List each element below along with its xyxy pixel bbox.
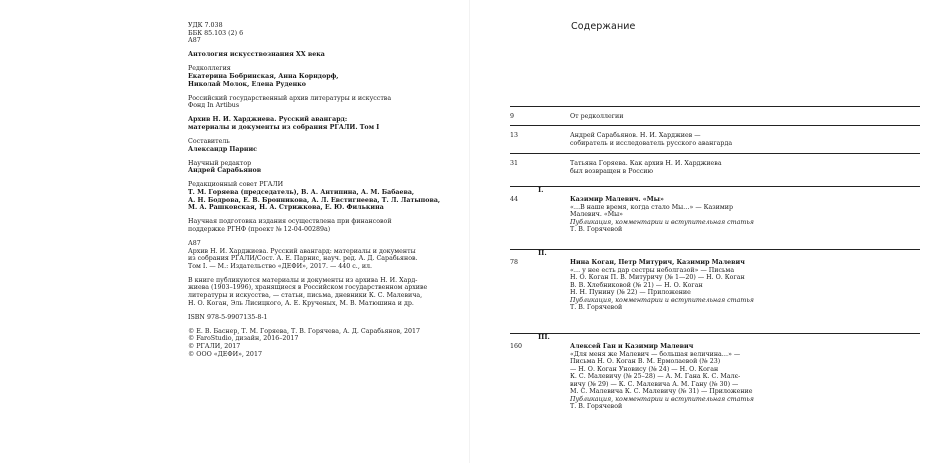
entry-text [570, 113, 800, 121]
toc-entry[interactable] [510, 106, 920, 126]
section-heading: Алексей Ган и Казимир Малевич [570, 343, 694, 350]
council-line-2: А. Н. Бодрова, Е. В. Бронникова, А. Л. Евстигнеева, Т. Л. Латыпова, [188, 196, 441, 204]
entry-page-number: 31 [510, 160, 519, 167]
entry-line: В. В. Хлебниковой (№ 21) — Н. О. Коган [570, 281, 703, 289]
entry-line: — Н. О. Коган Уновису (№ 24) — Н. О. Коган [570, 365, 719, 373]
entry-line: Письма Н. О. Коган В. М. Ермолаевой (№ 23) [570, 358, 721, 365]
archive-block [188, 95, 458, 110]
council-block [188, 181, 458, 211]
series-title: Антология искусствознания XX века [188, 51, 325, 59]
citation-block [188, 240, 458, 270]
section-rule [510, 186, 920, 187]
entry-author: Т. В. Горячевой [570, 403, 623, 410]
editorial-board-names-2: Николай Молок, Елена Руденко [188, 80, 306, 88]
entry-text [570, 160, 800, 175]
abstract-line-3: литературы и искусства, — статьи, письма, дневники К. С. Малевича, [188, 292, 423, 300]
entry-publication-note: Публикация, комментарии и вступительная статья [570, 395, 754, 403]
entry-page-number: 44 [510, 196, 519, 203]
council-line-1: Т. М. Горяева (председатель), В. А. Антипина, А. М. Бабаева, [188, 189, 415, 196]
section-rule [510, 333, 920, 334]
editorial-board-block [188, 65, 458, 88]
sci-editor-name: Андрей Сарабьянов [188, 167, 262, 175]
abstract-line-2: жиева (1903–1996), хранящиеся в Российском государственном архиве [188, 284, 428, 292]
entry-rule [510, 106, 920, 107]
book-title-line-1: Архив Н. И. Харджиева. Русский авангард: [188, 116, 348, 124]
book-title-line-2: материалы и документы из собрания РГАЛИ. Том I [188, 123, 380, 131]
compiler-name: Александр Парнис [188, 145, 257, 153]
support-block [188, 218, 458, 233]
copyright-line-4: © ООО «ДЕФИ», 2017 [188, 350, 262, 358]
fund-name: Фонд In Artibus [188, 102, 240, 110]
entry-author: Т. В. Горячевой [570, 304, 623, 311]
copyright-line-3: © РГАЛИ, 2017 [188, 343, 241, 350]
entry-text [570, 259, 800, 312]
copyright-block [188, 328, 458, 358]
section-number: I. [538, 186, 544, 194]
entry-rule [510, 153, 920, 154]
section-heading: Нина Коган, Петр Митурич, Казимир Малевич [570, 259, 745, 266]
entry-line: К. С. Малевичу (№ 25–28) — А. М. Гана К. С. Малє- [570, 373, 741, 380]
copyright-line-1: © Е. В. Баснер, Т. М. Горяева, Т. В. Горячева, А. Д. Сарабьянов, 2017 [188, 327, 421, 335]
entry-page-number: 160 [510, 343, 523, 350]
toc-section-entry[interactable] [510, 249, 920, 329]
series-block [188, 51, 458, 59]
editorial-board-names-1: Екатерина Бобринская, Анна Корндорф, [188, 72, 339, 80]
entry-author: Т. В. Горячевой [570, 226, 623, 233]
isbn: ISBN 978-5-9907135-8-1 [188, 313, 268, 321]
compiler-block [188, 138, 458, 153]
entry-line: Андрей Сарабьянов. Н. И. Харджиев — [570, 132, 701, 139]
abstract-line-1: В книге публикуются материалы и документы из архива Н. И. Хард- [188, 276, 418, 284]
entry-publication-note: Публикация, комментарии и вступительная статья [570, 218, 754, 226]
entry-line: «…В наше время, когда стало Мы…» — Казимир [570, 203, 733, 211]
toc-section-entry[interactable] [510, 186, 920, 244]
entry-page-number: 78 [510, 259, 519, 266]
entry-line: Малевич. «Мы» [570, 211, 624, 218]
entry-line: был возвращен в Россию [570, 167, 653, 175]
entry-line: Татьяна Горяева. Как архив Н. И. Харджиева [570, 160, 722, 167]
compiler-label: Составитель [188, 138, 230, 146]
citation-mark: А87 [188, 239, 201, 247]
toc-entry[interactable] [510, 153, 920, 183]
entry-line: От редколлегии [570, 113, 624, 120]
entry-page-number: 9 [510, 113, 515, 120]
toc-section-entry[interactable] [510, 333, 920, 443]
copyright-line-2: © FaroStudio, дизайн, 2016–2017 [188, 335, 299, 343]
entry-line: Н. О. Коган П. В. Митуричу (№ 1—20) — Н. О. Коган [570, 274, 745, 281]
citation-line-3: Том I. — М.: Издательство «ДЕФИ», 2017. — 440 с., ил. [188, 262, 373, 270]
entry-text [570, 343, 800, 411]
abstract-line-4: Н. О. Коган, Эль Лисицкого, А. Е. Крученых, М. В. Матюшина и др. [188, 299, 414, 307]
entry-text [570, 132, 800, 147]
editorial-board-label: Редколлегия [188, 65, 231, 73]
author-mark: А87 [188, 37, 201, 45]
section-number: III. [538, 333, 550, 341]
toc-entry[interactable] [510, 125, 920, 151]
entry-publication-note: Публикация, комментарии и вступительная статья [570, 296, 754, 304]
entry-text [570, 196, 800, 234]
isbn-block [188, 314, 458, 322]
archive-name: Российский государственный архив литературы и искусства [188, 94, 392, 102]
sci-editor-block [188, 160, 458, 175]
entry-line: М. С. Малевича К. С. Малевичу (№ 31) — Приложение [570, 388, 753, 395]
sci-editor-label: Научный редактор [188, 159, 252, 167]
abstract-block [188, 277, 458, 307]
citation-line-1: Архив Н. И. Харджиева. Русский авангард: материалы и документы [188, 247, 416, 255]
imprint-block [188, 22, 458, 365]
book-title-block [188, 116, 458, 131]
entry-line: вичу (№ 29) — К. С. Малевича А. М. Гану (№ 30) — [570, 380, 739, 388]
bbk-code: ББК 85.103 (2) 6 [188, 29, 244, 37]
entry-line: «… у нее есть дар сестры неболгазой» — Письма [570, 266, 735, 274]
classification-block [188, 22, 458, 45]
section-heading: Казимир Малевич. «Мы» [570, 196, 664, 203]
entry-line: собиратель и исследователь русского авангарда [570, 139, 733, 147]
support-line-1: Научная подготовка издания осуществлена при финансовой [188, 218, 392, 226]
council-label: Редакционный совет РГАЛИ [188, 181, 284, 189]
entry-line: «Для меня же Малевич — большая величина…» — [570, 350, 741, 358]
entry-rule [510, 125, 920, 126]
toc-title: Содержание [571, 21, 636, 32]
citation-line-2: из собрания РГАЛИ/Сост. А. Е. Парнис, науч. ред. А. Д. Сарабьянов. [188, 255, 418, 263]
section-number: II. [538, 249, 547, 257]
udk-code: УДК 7.038 [188, 22, 223, 29]
support-line-2: поддержке РГНФ (проект № 12-04-00289а) [188, 225, 331, 233]
entry-page-number: 13 [510, 132, 519, 139]
section-rule [510, 249, 920, 250]
council-line-3: М. А. Рашковская, Н. А. Стрижкова, Е. Ю. Филькина [188, 204, 384, 212]
entry-line: Н. Н. Пунину (№ 22) — Приложение [570, 289, 691, 296]
